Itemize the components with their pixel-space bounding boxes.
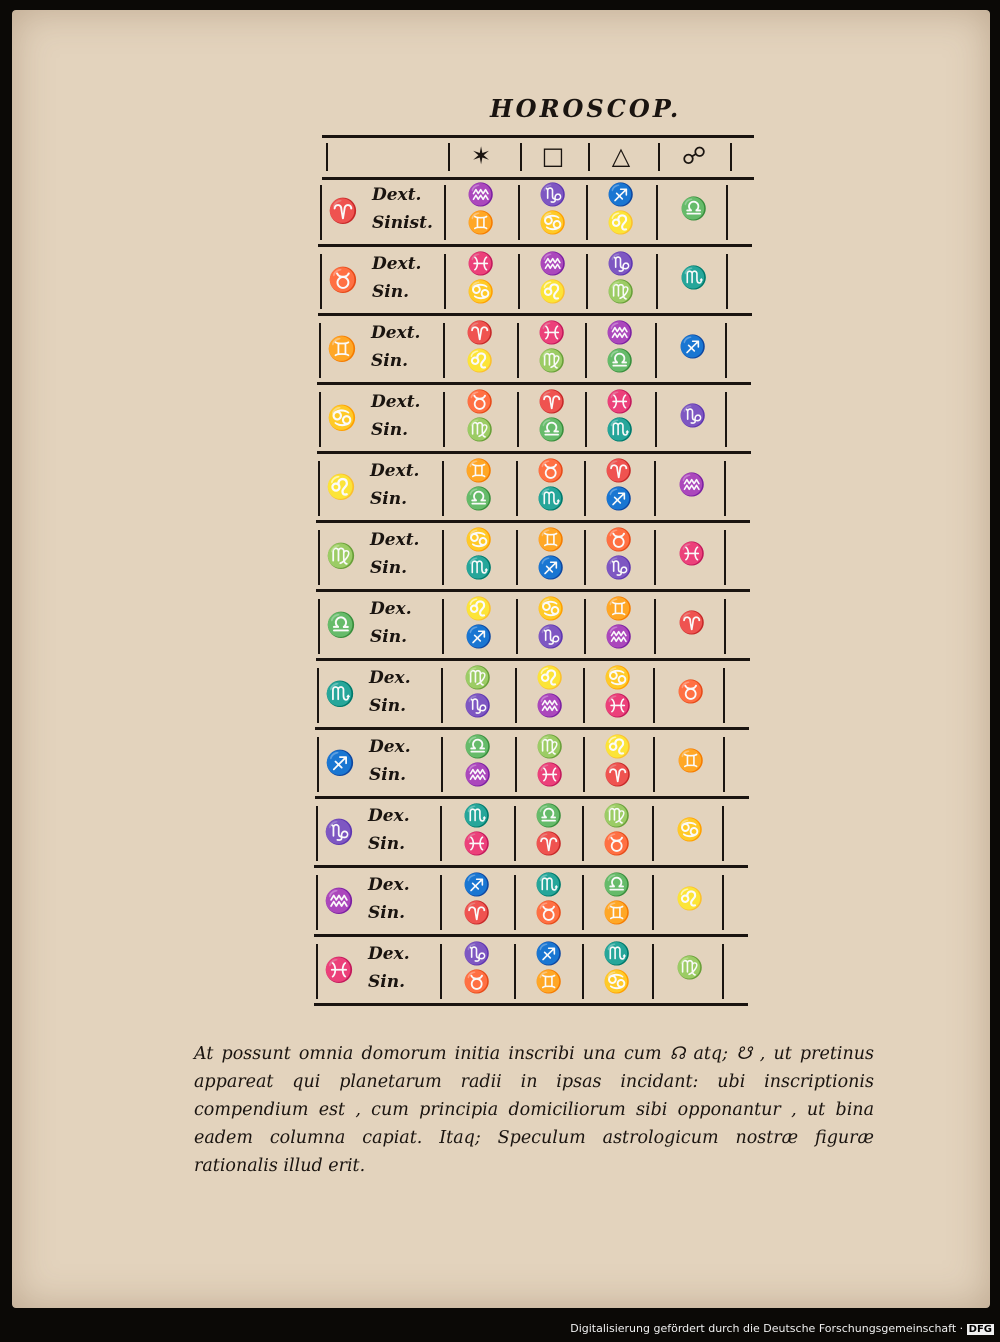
square-cell: ♏ bbox=[535, 873, 563, 898]
sextile-cell: ♐ bbox=[463, 873, 491, 898]
square-cell: ♊ bbox=[535, 970, 563, 995]
dexter-label: Dex. bbox=[369, 737, 411, 757]
square-cell: ♋ bbox=[537, 597, 565, 622]
row-divider bbox=[320, 185, 322, 240]
square-cell: ♊ bbox=[537, 528, 565, 553]
dexter-label: Dex. bbox=[369, 668, 411, 688]
trine-cell: ♎ bbox=[606, 349, 634, 374]
sextile-cell: ♐ bbox=[465, 625, 493, 650]
trine-cell: ♋ bbox=[603, 970, 631, 995]
opposition-cell: ♎ bbox=[680, 197, 708, 222]
dexter-label: Dext. bbox=[371, 323, 421, 343]
trine-cell: ♒ bbox=[606, 321, 634, 346]
row-sign-glyph: ♉ bbox=[328, 266, 358, 294]
square-cell: ♋ bbox=[539, 211, 567, 236]
sextile-cell: ♓ bbox=[463, 832, 491, 857]
trine-cell: ♑ bbox=[605, 556, 633, 581]
square-cell: ♏ bbox=[537, 487, 565, 512]
row-divider bbox=[441, 737, 443, 792]
trine-cell: ♑ bbox=[607, 252, 635, 277]
dexter-label: Dext. bbox=[372, 254, 422, 274]
square-cell: ♌ bbox=[536, 666, 564, 691]
row-divider bbox=[443, 392, 445, 447]
row-divider bbox=[440, 806, 442, 861]
trine-cell: ♊ bbox=[605, 597, 633, 622]
row-sign-glyph: ♈ bbox=[328, 197, 358, 225]
sextile-cell: ♈ bbox=[466, 321, 494, 346]
sinister-label: Sin. bbox=[370, 627, 408, 647]
row-rule bbox=[316, 658, 750, 661]
header-rule bbox=[322, 177, 754, 180]
trine-cell: ♌ bbox=[607, 211, 635, 236]
opposition-cell: ♐ bbox=[679, 335, 707, 360]
sextile-cell: ♊ bbox=[467, 211, 495, 236]
opposition-cell: ♌ bbox=[676, 887, 704, 912]
row-divider bbox=[440, 944, 442, 999]
row-sign-glyph: ♌ bbox=[326, 473, 356, 501]
square-cell: ♐ bbox=[537, 556, 565, 581]
row-rule bbox=[315, 796, 749, 799]
sextile-cell: ♋ bbox=[465, 528, 493, 553]
row-divider bbox=[318, 461, 320, 516]
sextile-cell: ♌ bbox=[465, 597, 493, 622]
row-divider bbox=[442, 599, 444, 654]
opposition-cell: ♈ bbox=[678, 611, 706, 636]
sextile-cell: ♎ bbox=[464, 735, 492, 760]
dexter-label: Dex. bbox=[368, 944, 410, 964]
footer-text: Digitalisierung gefördert durch die Deutsche Forschungsgemeinschaft · bbox=[570, 1322, 964, 1335]
sextile-cell: ♉ bbox=[463, 970, 491, 995]
row-sign-glyph: ♍ bbox=[326, 542, 356, 570]
trine-cell: ♈ bbox=[604, 763, 632, 788]
row-sign-glyph: ♑ bbox=[324, 818, 354, 846]
square-cell: ♎ bbox=[538, 418, 566, 443]
sinister-label: Sin. bbox=[368, 972, 406, 992]
trine-cell: ♈ bbox=[605, 459, 633, 484]
sinister-label: Sin. bbox=[369, 765, 407, 785]
row-rule bbox=[316, 589, 750, 592]
row-rule bbox=[317, 451, 751, 454]
square-cell: ♍ bbox=[536, 735, 564, 760]
footer bbox=[570, 1322, 994, 1335]
row-divider bbox=[316, 875, 318, 930]
row-divider bbox=[317, 668, 319, 723]
trine-cell: ♏ bbox=[606, 418, 634, 443]
sinister-label: Sinist. bbox=[372, 213, 433, 233]
sextile-cell: ♊ bbox=[465, 459, 493, 484]
sextile-cell: ♑ bbox=[463, 942, 491, 967]
row-rule bbox=[314, 934, 748, 937]
row-divider bbox=[441, 668, 443, 723]
row-rule bbox=[317, 382, 751, 385]
header-divider bbox=[326, 143, 328, 171]
row-rule bbox=[314, 1003, 748, 1006]
sextile-cell: ♍ bbox=[464, 666, 492, 691]
opposition-cell: ♓ bbox=[678, 542, 706, 567]
trine-cell: ♐ bbox=[607, 183, 635, 208]
row-sign-glyph: ♒ bbox=[324, 887, 354, 915]
row-divider bbox=[318, 599, 320, 654]
running-head: HOROSCOP. bbox=[490, 94, 682, 123]
trine-cell: ♋ bbox=[604, 666, 632, 691]
dexter-label: Dext. bbox=[372, 185, 422, 205]
sextile-cell: ♓ bbox=[467, 252, 495, 277]
trine-cell: ♊ bbox=[603, 901, 631, 926]
dexter-label: Dext. bbox=[371, 392, 421, 412]
row-divider bbox=[444, 254, 446, 309]
row-divider bbox=[319, 323, 321, 378]
square-cell: ♓ bbox=[536, 763, 564, 788]
trine-cell: ♒ bbox=[605, 625, 633, 650]
sinister-label: Sin. bbox=[370, 489, 408, 509]
sinister-label: Sin. bbox=[371, 420, 409, 440]
square-cell: ♈ bbox=[535, 832, 563, 857]
aspect-header: ✶ bbox=[470, 142, 492, 170]
sextile-cell: ♒ bbox=[464, 763, 492, 788]
row-sign-glyph: ♊ bbox=[327, 335, 357, 363]
trine-cell: ♐ bbox=[605, 487, 633, 512]
row-divider bbox=[317, 737, 319, 792]
header-divider bbox=[730, 143, 732, 171]
trine-cell: ♌ bbox=[604, 735, 632, 760]
row-sign-glyph: ♐ bbox=[325, 749, 355, 777]
square-cell: ♍ bbox=[538, 349, 566, 374]
row-divider bbox=[316, 806, 318, 861]
dexter-label: Dext. bbox=[370, 461, 420, 481]
row-divider bbox=[442, 461, 444, 516]
opposition-cell: ♑ bbox=[679, 404, 707, 429]
dexter-label: Dex. bbox=[368, 806, 410, 826]
square-cell: ♒ bbox=[536, 694, 564, 719]
trine-cell: ♓ bbox=[604, 694, 632, 719]
sextile-cell: ♒ bbox=[467, 183, 495, 208]
opposition-cell: ♊ bbox=[677, 749, 705, 774]
row-divider bbox=[319, 392, 321, 447]
sextile-cell: ♏ bbox=[463, 804, 491, 829]
sextile-cell: ♎ bbox=[465, 487, 493, 512]
dexter-label: Dext. bbox=[370, 530, 420, 550]
sextile-cell: ♏ bbox=[465, 556, 493, 581]
row-rule bbox=[314, 865, 748, 868]
trine-cell: ♍ bbox=[603, 804, 631, 829]
trine-cell: ♉ bbox=[605, 528, 633, 553]
square-cell: ♎ bbox=[535, 804, 563, 829]
body-paragraph: At possunt omnia domorum initia inscribi una cum ☊ atq; ☋ , ut pretinus appareat qui planetarum radii in ipsas incidant: ubi inscriptionis compendium est , cum principia domiciliorum sibi opponantur , ut bina eadem columna capiat. Itaq; Speculum astrologicum nostræ figuræ rationalis illud erit. bbox=[194, 1044, 874, 1176]
square-cell: ♓ bbox=[538, 321, 566, 346]
row-sign-glyph: ♏ bbox=[325, 680, 355, 708]
row-divider bbox=[440, 875, 442, 930]
opposition-cell: ♋ bbox=[676, 818, 704, 843]
row-sign-glyph: ♋ bbox=[327, 404, 357, 432]
row-sign-glyph: ♓ bbox=[324, 956, 354, 984]
row-rule bbox=[318, 244, 752, 247]
square-cell: ♒ bbox=[539, 252, 567, 277]
sinister-label: Sin. bbox=[372, 282, 410, 302]
row-divider bbox=[320, 254, 322, 309]
sextile-cell: ♋ bbox=[467, 280, 495, 305]
dexter-label: Dex. bbox=[370, 599, 412, 619]
aspect-header: ☍ bbox=[681, 142, 707, 170]
sinister-label: Sin. bbox=[368, 903, 406, 923]
row-divider bbox=[316, 944, 318, 999]
square-cell: ♑ bbox=[537, 625, 565, 650]
row-divider bbox=[318, 530, 320, 585]
trine-cell: ♏ bbox=[603, 942, 631, 967]
sextile-cell: ♍ bbox=[466, 418, 494, 443]
aspect-header: □ bbox=[541, 142, 565, 170]
opposition-cell: ♒ bbox=[678, 473, 706, 498]
trine-cell: ♓ bbox=[606, 390, 634, 415]
sextile-cell: ♈ bbox=[463, 901, 491, 926]
row-rule bbox=[316, 520, 750, 523]
square-cell: ♐ bbox=[535, 942, 563, 967]
row-sign-glyph: ♎ bbox=[326, 611, 356, 639]
sinister-label: Sin. bbox=[370, 558, 408, 578]
square-cell: ♌ bbox=[539, 280, 567, 305]
aspect-header: △ bbox=[611, 142, 631, 170]
sinister-label: Sin. bbox=[368, 834, 406, 854]
sextile-cell: ♌ bbox=[466, 349, 494, 374]
trine-cell: ♍ bbox=[607, 280, 635, 305]
sextile-cell: ♑ bbox=[464, 694, 492, 719]
sinister-label: Sin. bbox=[371, 351, 409, 371]
dexter-label: Dex. bbox=[368, 875, 410, 895]
opposition-cell: ♍ bbox=[676, 956, 704, 981]
trine-cell: ♎ bbox=[603, 873, 631, 898]
sextile-cell: ♉ bbox=[466, 390, 494, 415]
square-cell: ♉ bbox=[537, 459, 565, 484]
row-rule bbox=[318, 313, 752, 316]
book-page bbox=[12, 10, 990, 1308]
square-cell: ♈ bbox=[538, 390, 566, 415]
row-divider bbox=[443, 323, 445, 378]
row-rule bbox=[315, 727, 749, 730]
dfg-logo: DFG bbox=[968, 1324, 992, 1335]
trine-cell: ♉ bbox=[603, 832, 631, 857]
opposition-cell: ♉ bbox=[677, 680, 705, 705]
row-divider bbox=[442, 530, 444, 585]
square-cell: ♑ bbox=[539, 183, 567, 208]
opposition-cell: ♏ bbox=[680, 266, 708, 291]
sinister-label: Sin. bbox=[369, 696, 407, 716]
square-cell: ♉ bbox=[535, 901, 563, 926]
row-divider bbox=[444, 185, 446, 240]
